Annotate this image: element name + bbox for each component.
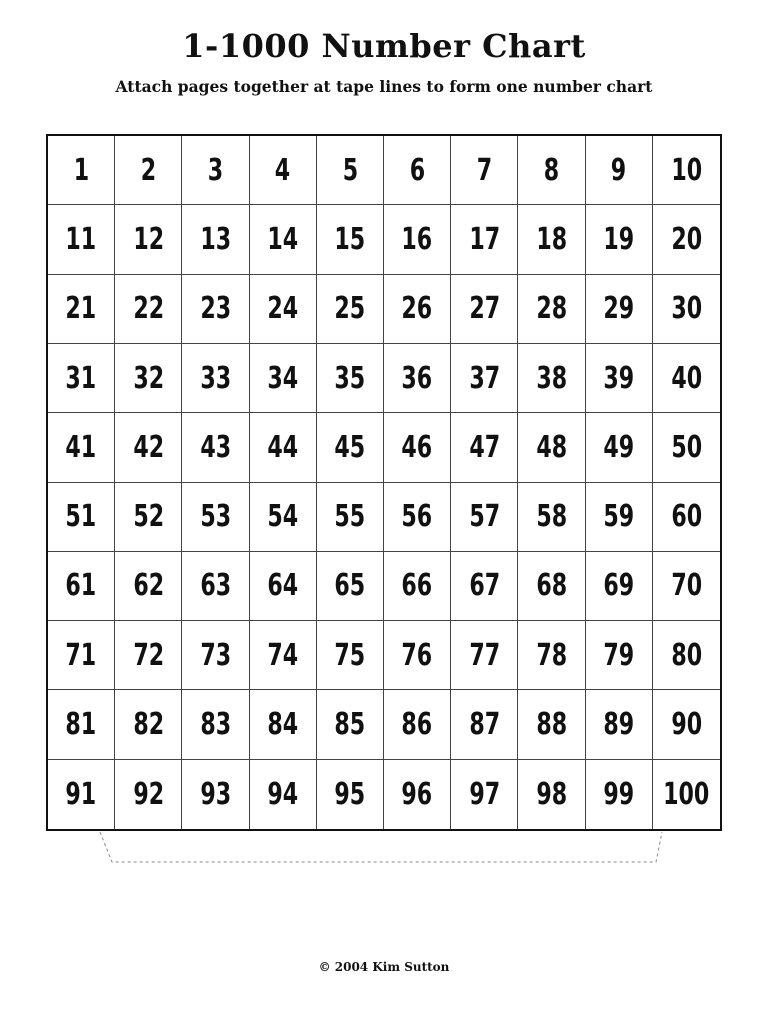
number-cell	[586, 760, 653, 829]
number-cell-label: 17	[468, 221, 500, 257]
number-cell-label: 1	[73, 152, 89, 188]
number-cell-label: 23	[200, 291, 231, 327]
number-cell	[384, 690, 451, 759]
number-cell	[586, 483, 653, 552]
number-cell	[317, 413, 384, 482]
number-cell	[48, 621, 115, 690]
number-cell	[317, 690, 384, 759]
number-cell-label: 31	[65, 360, 97, 396]
number-cell	[586, 136, 653, 205]
number-cell-label: 13	[200, 221, 231, 257]
number-cell-label: 78	[536, 637, 567, 673]
number-cell	[48, 552, 115, 621]
number-cell	[586, 275, 653, 344]
number-cell	[115, 621, 182, 690]
page-subtitle: Attach pages together at tape lines to form one number chart	[115, 77, 653, 96]
number-cell-label: 97	[468, 776, 500, 812]
number-cell-label: 46	[401, 429, 433, 465]
number-cell-label: 95	[334, 776, 366, 812]
number-cell	[317, 483, 384, 552]
number-cell	[586, 690, 653, 759]
number-cell-label: 66	[401, 568, 433, 604]
number-cell-label: 25	[334, 291, 366, 327]
number-cell	[250, 344, 317, 413]
number-cell-label: 75	[334, 637, 366, 673]
number-cell-label: 43	[200, 429, 231, 465]
number-cell	[250, 136, 317, 205]
number-cell-label: 11	[65, 221, 97, 257]
number-cell-label: 27	[468, 291, 500, 327]
number-cell	[182, 760, 249, 829]
number-cell	[48, 483, 115, 552]
number-cell-label: 81	[65, 707, 97, 743]
number-cell	[451, 483, 518, 552]
number-cell	[384, 760, 451, 829]
number-cell-label: 32	[132, 360, 164, 396]
number-cell	[653, 136, 720, 205]
number-cell-label: 45	[334, 429, 366, 465]
number-cell-label: 3	[207, 152, 224, 188]
number-cell	[451, 344, 518, 413]
number-cell-label: 29	[603, 291, 635, 327]
number-cell-label: 80	[670, 637, 702, 673]
number-cell-label: 18	[536, 221, 567, 257]
number-cell-label: 100	[663, 776, 710, 812]
number-cell	[586, 621, 653, 690]
number-cell	[451, 275, 518, 344]
number-cell-label: 71	[65, 637, 97, 673]
number-chart-grid	[46, 134, 722, 831]
number-cell	[182, 552, 249, 621]
number-cell-label: 34	[267, 360, 299, 396]
number-cell-label: 51	[65, 499, 97, 535]
number-cell	[115, 275, 182, 344]
number-cell	[48, 344, 115, 413]
number-cell	[317, 552, 384, 621]
number-cell	[48, 760, 115, 829]
number-cell	[182, 205, 249, 274]
number-cell-label: 30	[670, 291, 702, 327]
number-cell-label: 79	[603, 637, 635, 673]
number-cell-label: 52	[132, 499, 164, 535]
number-cell-label: 24	[267, 291, 299, 327]
number-cell	[518, 136, 585, 205]
number-cell	[182, 136, 249, 205]
number-cell-label: 77	[468, 637, 500, 673]
number-cell-label: 92	[132, 776, 164, 812]
number-cell-label: 89	[603, 707, 635, 743]
number-cell-label: 4	[274, 152, 291, 188]
number-cell-label: 73	[200, 637, 231, 673]
number-cell-label: 37	[468, 360, 500, 396]
number-cell-label: 94	[267, 776, 299, 812]
number-cell	[115, 205, 182, 274]
tape-line	[0, 828, 768, 868]
number-cell-label: 49	[603, 429, 635, 465]
number-cell-label: 70	[670, 568, 702, 604]
number-cell	[384, 344, 451, 413]
number-cell	[451, 136, 518, 205]
number-cell	[317, 760, 384, 829]
number-cell	[384, 483, 451, 552]
number-cell-label: 59	[603, 499, 635, 535]
number-cell-label: 20	[670, 221, 702, 257]
number-cell	[653, 344, 720, 413]
number-cell-label: 93	[200, 776, 231, 812]
number-cell	[653, 552, 720, 621]
number-cell	[451, 552, 518, 621]
number-cell-label: 26	[401, 291, 433, 327]
number-cell	[384, 413, 451, 482]
number-cell	[115, 413, 182, 482]
number-cell-label: 55	[334, 499, 366, 535]
number-cell-label: 67	[468, 568, 500, 604]
number-cell	[518, 275, 585, 344]
number-cell-label: 39	[603, 360, 635, 396]
number-cell-label: 19	[603, 221, 635, 257]
number-cell	[518, 483, 585, 552]
page-title: 1-1000 Number Chart	[182, 27, 586, 65]
number-cell	[653, 690, 720, 759]
number-cell-label: 5	[342, 152, 358, 188]
number-cell	[653, 413, 720, 482]
number-cell-label: 16	[401, 221, 433, 257]
number-cell	[250, 413, 317, 482]
number-cell-label: 28	[536, 291, 567, 327]
number-cell	[250, 690, 317, 759]
number-cell-label: 60	[670, 499, 702, 535]
number-cell	[653, 205, 720, 274]
number-cell-label: 10	[670, 152, 702, 188]
number-cell	[182, 690, 249, 759]
number-cell	[115, 483, 182, 552]
number-cell	[115, 760, 182, 829]
number-cell-label: 36	[401, 360, 433, 396]
number-cell	[250, 205, 317, 274]
number-cell-label: 61	[65, 568, 97, 604]
number-cell	[317, 275, 384, 344]
number-cell-label: 96	[401, 776, 433, 812]
number-cell	[317, 344, 384, 413]
number-cell-label: 57	[468, 499, 500, 535]
number-cell-label: 44	[267, 429, 299, 465]
number-cell	[48, 413, 115, 482]
number-cell	[384, 275, 451, 344]
number-cell	[317, 621, 384, 690]
number-cell-label: 87	[468, 707, 500, 743]
number-cell-label: 56	[401, 499, 433, 535]
number-cell-label: 38	[536, 360, 567, 396]
number-cell	[115, 344, 182, 413]
number-cell	[518, 760, 585, 829]
number-cell	[48, 275, 115, 344]
number-cell-label: 6	[409, 152, 425, 188]
number-cell	[182, 344, 249, 413]
number-cell-label: 68	[536, 568, 567, 604]
number-cell	[250, 621, 317, 690]
number-cell	[115, 690, 182, 759]
number-cell-label: 82	[132, 707, 164, 743]
number-cell	[48, 205, 115, 274]
number-cell-label: 53	[200, 499, 231, 535]
number-cell-label: 7	[476, 152, 492, 188]
number-cell-label: 50	[670, 429, 702, 465]
number-cell	[182, 413, 249, 482]
number-cell	[451, 205, 518, 274]
number-cell-label: 48	[536, 429, 567, 465]
number-cell	[518, 621, 585, 690]
number-cell	[518, 413, 585, 482]
number-cell-label: 65	[334, 568, 366, 604]
number-cell	[182, 621, 249, 690]
number-cell-label: 15	[334, 221, 366, 257]
number-cell-label: 12	[132, 221, 164, 257]
number-cell	[518, 344, 585, 413]
number-cell	[586, 552, 653, 621]
number-cell-label: 86	[401, 707, 433, 743]
number-cell-label: 69	[603, 568, 635, 604]
number-cell	[451, 621, 518, 690]
number-cell	[182, 275, 249, 344]
number-cell	[451, 760, 518, 829]
number-cell-label: 9	[610, 152, 627, 188]
number-cell-label: 91	[65, 776, 97, 812]
number-cell	[317, 136, 384, 205]
number-cell	[451, 690, 518, 759]
number-cell	[384, 621, 451, 690]
number-cell-label: 99	[603, 776, 635, 812]
number-cell-label: 84	[267, 707, 299, 743]
number-cell-label: 40	[670, 360, 702, 396]
number-cell	[518, 552, 585, 621]
number-cell-label: 14	[267, 221, 299, 257]
number-cell-label: 47	[468, 429, 500, 465]
number-cell	[518, 205, 585, 274]
number-cell-label: 54	[267, 499, 299, 535]
number-cell	[182, 483, 249, 552]
number-cell-label: 21	[65, 291, 97, 327]
number-cell	[384, 136, 451, 205]
number-cell-label: 58	[536, 499, 567, 535]
number-cell	[48, 690, 115, 759]
number-cell-label: 64	[267, 568, 299, 604]
number-cell-label: 76	[401, 637, 433, 673]
number-cell	[586, 413, 653, 482]
number-cell	[317, 205, 384, 274]
number-cell-label: 83	[200, 707, 231, 743]
number-cell-label: 41	[65, 429, 97, 465]
number-cell	[48, 136, 115, 205]
number-cell	[250, 760, 317, 829]
number-cell-label: 42	[132, 429, 164, 465]
number-cell-label: 2	[140, 152, 156, 188]
number-cell	[653, 483, 720, 552]
number-cell-label: 74	[267, 637, 299, 673]
number-cell	[115, 552, 182, 621]
copyright-footer: © 2004 Kim Sutton	[318, 960, 450, 974]
number-cell	[250, 552, 317, 621]
number-cell	[586, 205, 653, 274]
number-cell-label: 72	[132, 637, 164, 673]
number-cell	[384, 205, 451, 274]
number-cell	[451, 413, 518, 482]
number-cell-label: 62	[132, 568, 164, 604]
number-cell	[653, 760, 720, 829]
number-cell-label: 90	[670, 707, 702, 743]
number-cell	[115, 136, 182, 205]
number-cell-label: 33	[200, 360, 231, 396]
number-cell-label: 88	[536, 707, 567, 743]
number-cell-label: 98	[536, 776, 567, 812]
number-cell	[250, 275, 317, 344]
number-cell-label: 63	[200, 568, 231, 604]
number-cell	[250, 483, 317, 552]
number-cell-label: 35	[334, 360, 366, 396]
number-cell-label: 85	[334, 707, 366, 743]
number-cell	[653, 621, 720, 690]
number-cell	[384, 552, 451, 621]
number-cell-label: 8	[543, 152, 560, 188]
number-cell	[518, 690, 585, 759]
number-cell-label: 22	[132, 291, 164, 327]
number-cell	[653, 275, 720, 344]
number-cell	[586, 344, 653, 413]
